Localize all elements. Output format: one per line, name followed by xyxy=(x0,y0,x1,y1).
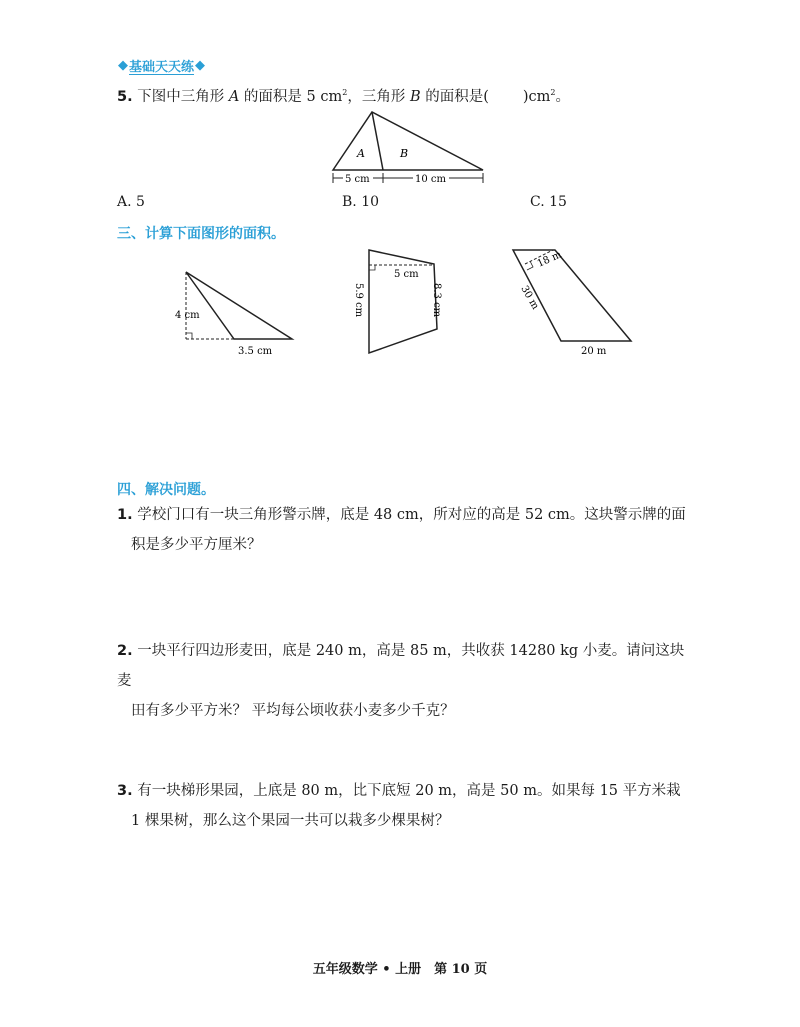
problem-1 xyxy=(117,500,697,560)
fig2-top-label: 5 cm xyxy=(394,269,419,280)
problem-number: 2. xyxy=(117,643,133,659)
page-footer: 五年级数学 • 上册 第 10 页 xyxy=(312,962,488,977)
q5-text-mid: 的面积是 5 cm xyxy=(243,88,343,105)
q5-sup1: 2 xyxy=(342,88,348,97)
section-3-title: 三、计算下面图形的面积。 xyxy=(117,226,285,242)
triangle-shape xyxy=(186,272,292,339)
fig3-side-label: 30 m xyxy=(518,284,541,312)
divider-line xyxy=(372,112,383,170)
big-triangle xyxy=(333,112,483,170)
question-5 xyxy=(117,78,697,112)
problem-3 xyxy=(117,776,697,836)
problem-text-line2: 1 棵果树，那么这个果园一共可以栽多少棵果树？ xyxy=(131,813,450,829)
q5-var-b: B xyxy=(409,88,421,105)
q5-var-a: A xyxy=(228,88,240,105)
problem-text-line1: 学校门口有一块三角形警示牌，底是 48 cm，所对应的高是 52 cm。这块警示牌的面 xyxy=(137,507,686,523)
fig2-right-label: 8.3 cm xyxy=(431,283,442,318)
question-number: 5. xyxy=(117,88,133,105)
trapezoid-figure xyxy=(350,245,450,360)
label-a: A xyxy=(357,147,365,160)
problem-number: 1. xyxy=(117,507,133,523)
badge-label: 基础天天练 xyxy=(129,59,195,75)
right-angle-mark xyxy=(369,265,375,270)
problem-2 xyxy=(117,636,697,726)
base-a-label: 5 cm xyxy=(345,174,370,185)
section-4-title: 四、解决问题。 xyxy=(117,482,215,498)
problem-text-line2: 积是多少平方厘米？ xyxy=(131,537,262,553)
problem-text-line2: 田有多少平方米？ 平均每公顷收获小麦多少千克？ xyxy=(131,703,455,719)
q5-text-tail: 。 xyxy=(555,88,571,105)
header-badge xyxy=(118,56,205,74)
fig2-left-label: 5.9 cm xyxy=(353,283,364,318)
diamond-left-icon: ◆ xyxy=(118,57,128,73)
q5-sup2: 2 xyxy=(550,88,556,97)
fig3-height-label: 18 m xyxy=(535,249,564,270)
q5-text-mid3: 的面积是( xyxy=(425,88,489,105)
fig3-base-label: 20 m xyxy=(581,346,607,357)
base-b-label: 10 cm xyxy=(415,174,446,185)
option-a[interactable]: A. 5 xyxy=(117,194,145,210)
fig1-base-label: 3.5 cm xyxy=(238,346,273,357)
option-b[interactable]: B. 10 xyxy=(342,194,380,210)
q5-text-mid2: ，三角形 xyxy=(347,88,406,105)
label-b: B xyxy=(400,147,409,160)
fig1-height-label: 4 cm xyxy=(175,310,200,321)
problem-text-line1: 有一块梯形果园，上底是 80 m，比下底短 20 m，高是 50 m。如果每 15 平方米栽 xyxy=(137,783,681,799)
parallelogram-figure xyxy=(505,240,640,360)
q5-figure xyxy=(325,108,490,186)
q5-text-end: )cm xyxy=(522,88,551,105)
problem-number: 3. xyxy=(117,783,133,799)
right-angle-mark xyxy=(186,333,192,339)
right-angle-mark xyxy=(527,261,533,270)
diamond-right-icon: ◆ xyxy=(195,57,206,73)
problem-text-line1: 一块平行四边形麦田，底是 240 m，高是 85 m，共收获 14280 kg 小麦。请问这块麦 xyxy=(117,643,685,689)
q5-text-before: 下图中三角形 xyxy=(137,88,225,105)
option-c[interactable]: C. 15 xyxy=(530,194,567,210)
triangle-figure xyxy=(170,265,300,360)
